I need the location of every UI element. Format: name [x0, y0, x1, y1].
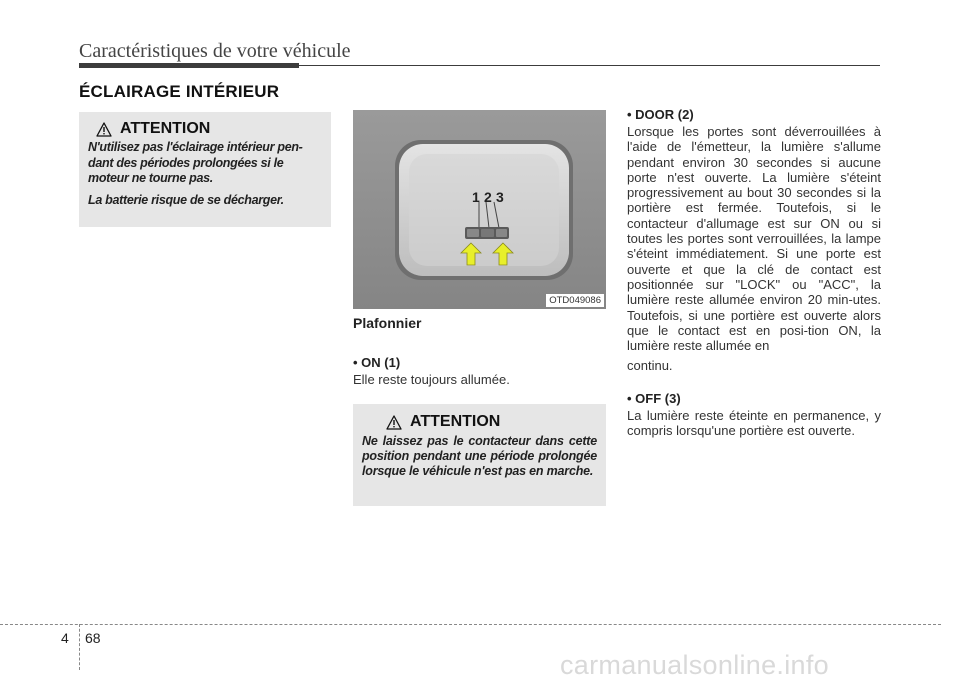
attention-box-battery	[79, 112, 331, 227]
dome-lamp-photo	[353, 110, 606, 309]
section-title: ÉCLAIRAGE INTÉRIEUR	[79, 82, 280, 101]
on-item-text: Elle reste toujours allumée.	[353, 372, 510, 387]
off-item-text: La lumière reste éteinte en permanence, y compris lorsqu'une portière est ouverte.	[627, 408, 881, 439]
switch-number-2: 2	[484, 189, 492, 205]
footer-divider	[0, 624, 941, 625]
warning-triangle-icon	[386, 415, 402, 430]
switch-number-3: 3	[496, 189, 504, 205]
door-item-continuation: continu.	[627, 358, 673, 373]
watermark: carmanualsonline.info	[560, 650, 829, 680]
switch-number-1: 1	[472, 189, 480, 205]
header-title: Caractéristiques de votre véhicule	[79, 40, 351, 62]
warning-triangle-icon	[96, 122, 112, 137]
attention-heading-text: ATTENTION	[410, 413, 501, 430]
figure-code: OTD049086	[546, 294, 604, 307]
footer-vertical-divider	[79, 624, 80, 670]
attention-paragraph-1: N'utilisez pas l'éclairage intérieur pen-dant des périodes prolongées si le moteur ne tourne pas.	[88, 140, 303, 185]
attention-heading	[386, 410, 597, 434]
section-number: 4	[61, 630, 69, 646]
attention-heading	[96, 118, 322, 140]
figure-caption: Plafonnier	[353, 315, 422, 331]
attention-paragraph-2: La batterie risque de se décharger.	[88, 192, 284, 207]
off-item-label: • OFF (3)	[627, 391, 681, 406]
header-rule-thick	[79, 63, 299, 68]
door-item-text: Lorsque les portes sont déverrouillées à l'aide de l'émetteur, la lumière s'allume pendant environ 30 secondes si aucune porte n'est ouverte. La lumière s'éteint progressivement au bout 30 secondes si la portière est fermée. Toutefois, si le contacteur d'allumage est sur ON ou si toutes les portes sont verrouillées, la lampe s'éteint immédiatement. Si une porte est ouverte et que la clé de contact est positionnée sur "LOCK" ou "ACC", la lumière reste allumée environ 20 min-utes. Toutefois, si une portière est ouverte alors que le contact est en posi-tion ON, la lumière reste allumée en	[627, 124, 881, 354]
attention-box-switch	[353, 404, 606, 506]
dome-lamp-illustration	[353, 110, 606, 309]
door-item-label: • DOOR (2)	[627, 107, 694, 122]
attention-paragraph: Ne laissez pas le contacteur dans cette position pendant une période prolongée lorsque le véhicule n'est pas en marche.	[362, 434, 597, 478]
on-item-label: • ON (1)	[353, 355, 401, 370]
header-rule-thin	[299, 65, 880, 66]
attention-heading-text: ATTENTION	[120, 120, 211, 137]
page-number: 68	[85, 630, 101, 646]
